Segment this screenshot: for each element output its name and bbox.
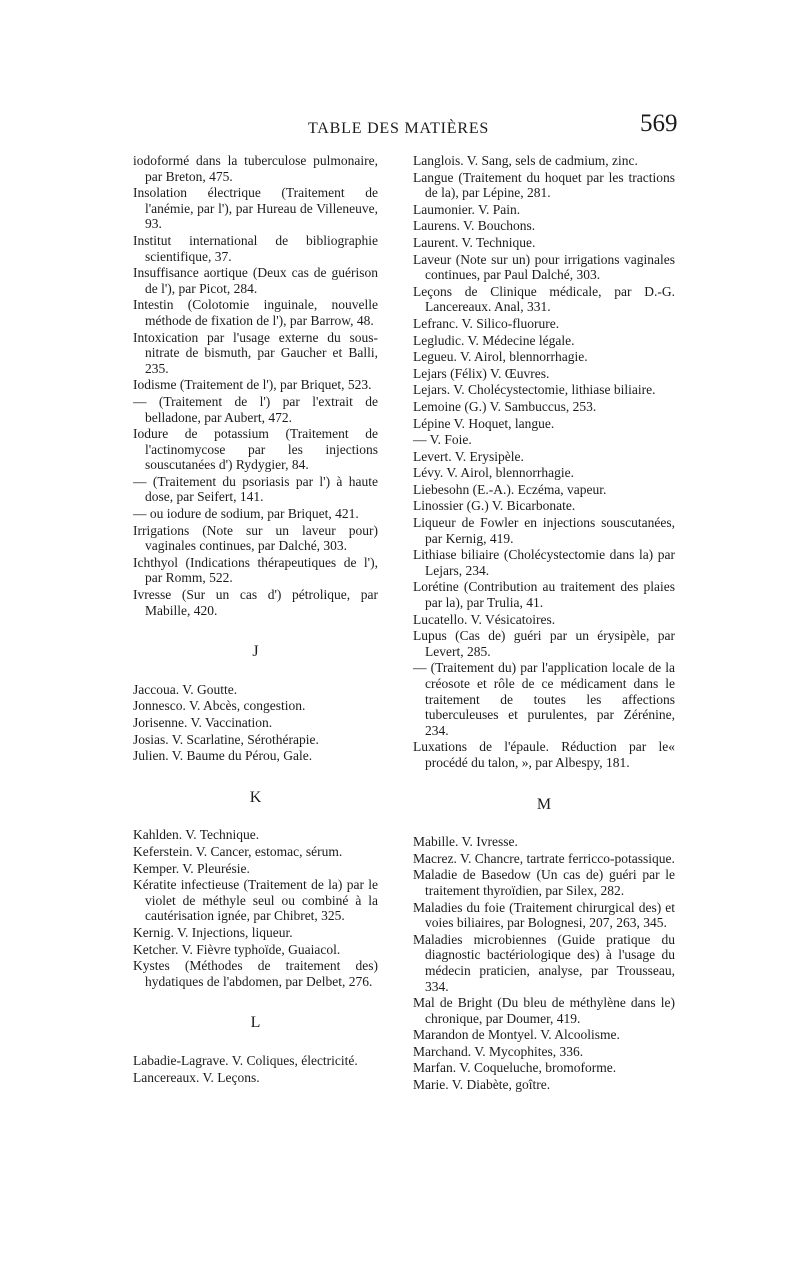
index-entry: Marie. V. Diabète, goître. xyxy=(413,1077,551,1093)
index-entry: Lefranc. V. Silico-fluorure. xyxy=(413,315,560,331)
index-entry: Lejars. V. Cholécystectomie, lithiase biliaire. xyxy=(413,382,656,398)
right-index-column xyxy=(413,153,675,1094)
index-entry: Mal de Bright (Du bleu de méthylène dans le) chronique, par Doumer, 419. xyxy=(413,995,675,1026)
index-entry: Maladie de Basedow (Un cas de) guéri par le traitement thyroïdien, par Silex, 282. xyxy=(413,867,675,898)
index-entry: Maladies microbiennes (Guide pratique du diagnostic bactériologique des) à l'usage du médecin praticien, analyse, par Trousseau, 334. xyxy=(413,931,675,994)
index-entry: Intestin (Colotomie inguinale, nouvelle méthode de fixation de l'), par Barrow, 48. xyxy=(133,297,378,328)
index-entry: Marandon de Montyel. V. Alcoolisme. xyxy=(413,1027,620,1043)
index-entry: Jorisenne. V. Vaccination. xyxy=(133,715,273,730)
index-entry: Laumonier. V. Pain. xyxy=(413,201,521,217)
index-entry: — (Traitement de l') par l'extrait de belladone, par Aubert, 472. xyxy=(133,393,378,425)
index-entry: Laurent. V. Technique. xyxy=(413,234,536,250)
index-entry: Kystes (Méthodes de traitement des) hydatiques de l'abdomen, par Delbet, 276. xyxy=(133,958,378,989)
index-entry: Jaccoua. V. Goutte. xyxy=(133,681,238,697)
index-entry: Maladies du foie (Traitement chirurgical des) et voies biliaires, par Bolognesi, 207, 263, 345. xyxy=(413,899,675,931)
index-entry: Kahlden. V. Technique. xyxy=(133,827,260,843)
index-entry: Laveur (Note sur un) pour irrigations vaginales continues, par Paul Dalché, 303. xyxy=(413,251,675,283)
index-entry: Insuffisance aortique (Deux cas de guérison de l'), par Picot, 284. xyxy=(133,265,378,296)
index-entry: Langue (Traitement du hoquet par les tractions de la), par Lépine, 281. xyxy=(413,169,675,201)
index-entry: Insolation électrique (Traitement de l'anémie, par l'), par Hureau de Villeneuve, 93. xyxy=(133,185,378,232)
section-letter: J xyxy=(252,643,259,661)
index-entry: Ivresse (Sur un cas d') pétrolique, par Mabille, 420. xyxy=(133,587,378,618)
index-entry: Iodisme (Traitement de l'), par Briquet, 523. xyxy=(133,377,372,393)
section-letter: M xyxy=(536,795,552,813)
index-entry: Lorétine (Contribution au traitement des plaies par la), par Trulia, 41. xyxy=(413,579,675,611)
index-entry: Julien. V. Baume du Pérou, Gale. xyxy=(133,748,313,764)
index-entry: Kératite infectieuse (Traitement de la) par le violet de méthyle seul ou combiné à la cautérisation ignée, par Chibret, 325. xyxy=(133,877,378,924)
index-entry: — ou iodure de sodium, par Briquet, 421. xyxy=(133,506,359,522)
index-entry: Lemoine (G.) V. Sambuccus, 253. xyxy=(413,398,597,414)
index-entry: Leçons de Clinique médicale, par D.-G. Lancereaux. Anal, 331. xyxy=(413,283,675,315)
index-entry: Linossier (G.) V. Bicarbonate. xyxy=(413,498,576,514)
index-entry: Legueu. V. Airol, blennorrhagie. xyxy=(413,349,588,365)
left-index-column xyxy=(133,153,378,1086)
index-entry: Langlois. V. Sang, sels de cadmium, zinc. xyxy=(413,153,638,168)
index-entry: Lucatello. V. Vésicatoires. xyxy=(413,611,556,627)
index-entry: Intoxication par l'usage externe du sous-nitrate de bismuth, par Gaucher et Balli, 235. xyxy=(133,329,378,376)
index-entry: Lépine V. Hoquet, langue. xyxy=(413,415,555,431)
index-entry: Labadie-Lagrave. V. Coliques, électricité. xyxy=(133,1052,358,1068)
index-entry: Lévy. V. Airol, blennorrhagie. xyxy=(413,465,574,481)
index-entry: Institut international de bibliographie scientifique, 37. xyxy=(133,232,378,264)
index-entry: Iodure de potassium (Traitement de l'actinomycose par les injections souscutanées d') Rydygier, 84. xyxy=(133,426,378,473)
index-entry: iodoformé dans la tuberculose pulmonaire, par Breton, 475. xyxy=(133,153,378,184)
index-entry: Ketcher. V. Fièvre typhoïde, Guaiacol. xyxy=(133,941,341,957)
index-entry: Jonnesco. V. Abcès, congestion. xyxy=(133,698,306,714)
running-title: TABLE DES MATIÈRES xyxy=(308,120,490,137)
index-entry: Liebesohn (E.-A.). Eczéma, vapeur. xyxy=(413,481,607,497)
index-entry: — (Traitement du psoriasis par l') à haute dose, par Seifert, 141. xyxy=(133,473,378,505)
index-entry: Marchand. V. Mycophites, 336. xyxy=(413,1043,584,1059)
index-entry: Irrigations (Note sur un laveur pour) vaginales continues, par Dalché, 303. xyxy=(133,522,378,554)
index-entry: Kemper. V. Pleurésie. xyxy=(133,860,250,876)
index-entry: Macrez. V. Chancre, tartrate ferricco-potassique. xyxy=(413,850,675,866)
index-entry: Luxations de l'épaule. Réduction par le« procédé du talon, », par Albespy, 181. xyxy=(413,739,675,770)
index-entry: Lithiase biliaire (Cholécystectomie dans la) par Lejars, 234. xyxy=(413,547,675,578)
section-letter: K xyxy=(249,788,262,806)
index-entry: Lejars (Félix) V. Œuvres. xyxy=(413,365,550,381)
index-entry: Lupus (Cas de) guéri par un érysipèle, par Levert, 285. xyxy=(413,628,675,659)
index-entry: Josias. V. Scarlatine, Sérothérapie. xyxy=(133,731,319,747)
section-letter: L xyxy=(250,1014,261,1032)
index-entry: — V. Foie. xyxy=(413,432,472,448)
index-entry: Marfan. V. Coqueluche, bromoforme. xyxy=(413,1060,617,1076)
index-entry: Ichthyol (Indications thérapeutiques de l'), par Romm, 522. xyxy=(133,554,378,586)
index-entry: Liqueur de Fowler en injections souscutanées, par Kernig, 419. xyxy=(413,515,675,546)
index-entry: Keferstein. V. Cancer, estomac, sérum. xyxy=(133,843,343,859)
index-entry: Laurens. V. Bouchons. xyxy=(413,218,536,234)
index-entry: Kernig. V. Injections, liqueur. xyxy=(133,924,293,940)
index-entry: — (Traitement du) par l'application locale de la créosote et rôle de ce médicament dans le traitement de toutes les affections tuberculeuses et purulentes, par Zérénine, 234. xyxy=(413,660,675,738)
index-entry: Mabille. V. Ivresse. xyxy=(413,834,518,850)
page-number: 569 xyxy=(640,110,678,137)
index-entry: Legludic. V. Médecine légale. xyxy=(413,332,575,348)
page-header xyxy=(0,108,800,148)
index-entry: Lancereaux. V. Leçons. xyxy=(133,1069,260,1085)
index-entry: Levert. V. Erysipèle. xyxy=(413,448,524,464)
